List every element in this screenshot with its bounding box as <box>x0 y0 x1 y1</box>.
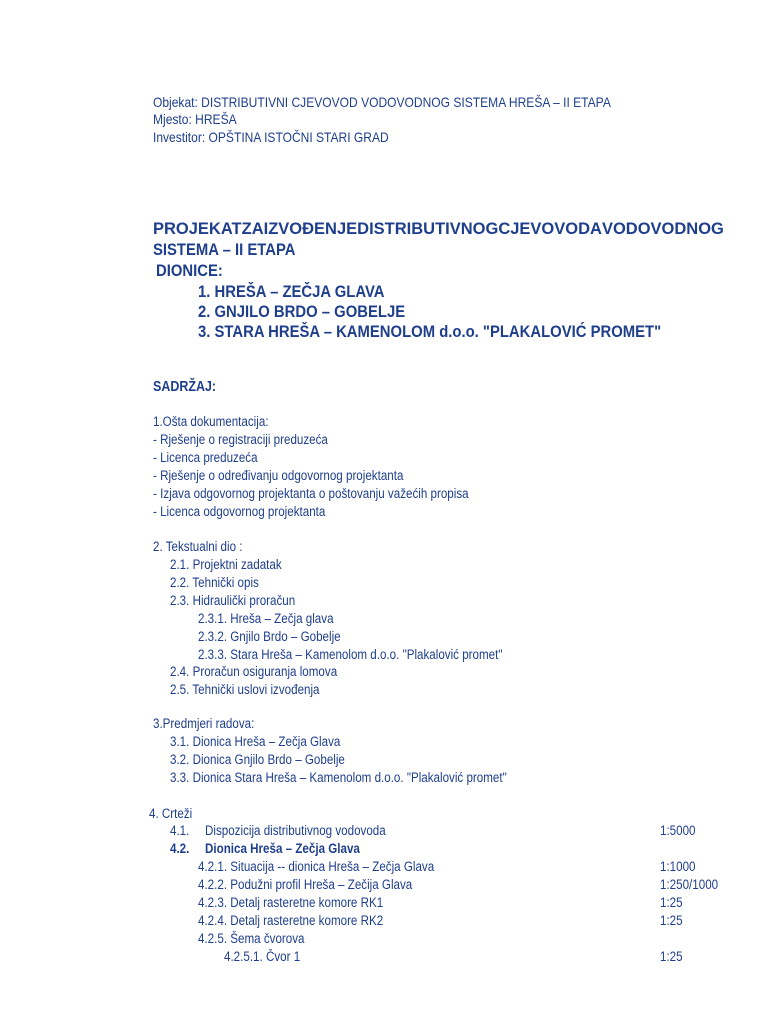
drawing-scale: 1:5000 <box>660 823 696 838</box>
drawing-label: 4.2.5. Šema čvorova <box>198 931 305 946</box>
title-line-2: SISTEMA – II ETAPA <box>153 241 296 259</box>
investitor-line: Investitor: OPŠTINA ISTOČNI STARI GRAD <box>153 129 389 145</box>
sadrzaj-heading: SADRŽAJ: <box>153 379 217 395</box>
drawing-label: 4.2.4. Detalj rasteretne komore RK2 <box>198 913 384 928</box>
list-item: 2.2. Tehnički opis <box>170 575 259 590</box>
section-4-title: 4. Crteži <box>149 806 193 821</box>
drawing-label: 4.2.3. Detalj rasteretne komore RK1 <box>198 895 384 910</box>
title-word: CJEVOVODA <box>498 220 602 238</box>
list-item: 2.3. Hidraulički proračun <box>170 593 296 608</box>
list-item: 2.3.3. Stara Hreša – Kamenolom d.o.o. "Plakalović promet" <box>198 647 503 662</box>
drawing-label: 4.2.5.1. Čvor 1 <box>224 949 301 964</box>
list-item: 2.3.1. Hreša – Zečja glava <box>198 611 334 626</box>
title-line-1 <box>153 219 724 240</box>
title-word: PROJEKAT <box>153 220 242 238</box>
list-item: - Rješenje o registraciji preduzeća <box>153 432 328 447</box>
title-word: ZA <box>241 220 264 238</box>
list-item: - Rješenje o određivanju odgovornog projektanta <box>153 468 404 483</box>
drawing-label: Dispozicija distributivnog vodovoda <box>205 823 386 838</box>
drawing-scale: 1:250/1000 <box>660 877 719 892</box>
list-item: - Licenca odgovornog projektanta <box>153 504 326 519</box>
drawing-scale: 1:25 <box>660 913 683 928</box>
list-item: - Izjava odgovornog projektanta o poštovanju važećih propisa <box>153 486 469 501</box>
section-1-title: 1.Ošta dokumentacija: <box>153 414 269 429</box>
list-item: 3.2. Dionica Gnjilo Brdo – Gobelje <box>170 752 345 767</box>
list-item: 2.3.2. Gnjilo Brdo – Gobelje <box>198 629 341 644</box>
dionice-heading: DIONICE: <box>156 262 223 280</box>
list-item: 3.1. Dionica Hreša – Zečja Glava <box>170 734 341 749</box>
drawing-scale: 1:25 <box>660 949 683 964</box>
drawing-label: 4.2.2. Podužni profil Hreša – Zečija Glava <box>198 877 413 892</box>
drawing-number: 4.1. <box>170 823 190 838</box>
drawing-scale: 1:1000 <box>660 859 696 874</box>
objekat-line: Objekat: DISTRIBUTIVNI CJEVOVOD VODOVODNOG SISTEMA HREŠA – II ETAPA <box>153 94 611 110</box>
list-item: 2.5. Tehnički uslovi izvođenja <box>170 682 320 697</box>
dionica-item-3: 3. STARA HREŠA – KAMENOLOM d.o.o. "PLAKALOVIĆ PROMET" <box>198 323 662 341</box>
list-item: 2.1. Projektni zadatak <box>170 557 282 572</box>
title-word: IZVOĐENJE <box>263 220 358 238</box>
section-2-title: 2. Tekstualni dio : <box>153 539 243 554</box>
dionica-item-2: 2. GNJILO BRDO – GOBELJE <box>198 303 406 321</box>
drawing-group-label: Dionica Hreša – Zečja Glava <box>205 841 360 856</box>
list-item: - Licenca preduzeća <box>153 450 258 465</box>
title-word: DISTRIBUTIVNOG <box>357 220 499 238</box>
list-item: 2.4. Proračun osiguranja lomova <box>170 664 338 679</box>
drawing-label: 4.2.1. Situacija -- dionica Hreša – Zečja Glava <box>198 859 435 874</box>
drawing-scale: 1:25 <box>660 895 683 910</box>
section-3-title: 3.Predmjeri radova: <box>153 716 255 731</box>
title-word: VODOVODNOG <box>601 220 724 238</box>
mjesto-line: Mjesto: HREŠA <box>153 111 237 127</box>
drawing-number: 4.2. <box>170 841 190 856</box>
list-item: 3.3. Dionica Stara Hreša – Kamenolom d.o.o. "Plakalović promet" <box>170 770 507 785</box>
dionica-item-1: 1. HREŠA – ZEČJA GLAVA <box>198 283 385 301</box>
